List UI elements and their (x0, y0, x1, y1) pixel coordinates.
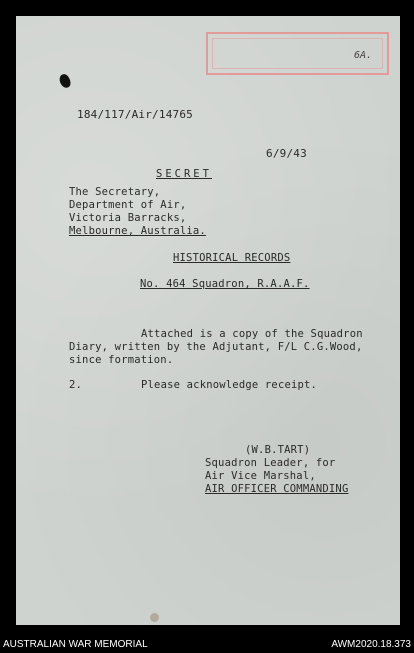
addressee-line: The Secretary, (69, 186, 161, 198)
footer-institution: AUSTRALIAN WAR MEMORIAL (3, 639, 148, 650)
body-line: since formation. (69, 354, 174, 366)
subject-heading: HISTORICAL RECORDS (173, 252, 291, 264)
letter-date: 6/9/43 (266, 147, 307, 160)
footer-accession-number: AWM2020.18.373 (331, 639, 411, 650)
signatory-role: Air Vice Marshal, (205, 470, 316, 482)
signatory-command: AIR OFFICER COMMANDING (205, 483, 349, 495)
body-line: Diary, written by the Adjutant, F/L C.G.Wood, (69, 341, 363, 353)
footer-bar (0, 637, 414, 653)
paper-stain-mark (150, 613, 159, 622)
addressee-line: Victoria Barracks, (69, 212, 187, 224)
paragraph-text: Please acknowledge receipt. (141, 379, 318, 391)
subject-squadron: No. 464 Squadron, R.A.A.F. (140, 278, 310, 290)
addressee-line: Melbourne, Australia. (69, 225, 206, 237)
file-reference: 184/117/Air/14765 (77, 108, 193, 121)
signatory-name: (W.B.TART) (245, 444, 311, 456)
document-page (16, 16, 400, 625)
addressee-line: Department of Air, (69, 199, 187, 211)
signatory-rank: Squadron Leader, for (205, 457, 336, 469)
folio-number: 6A. (354, 50, 373, 61)
paragraph-number: 2. (69, 379, 83, 391)
classification-heading: SECRET (156, 168, 212, 180)
body-line: Attached is a copy of the Squadron (141, 328, 363, 340)
ink-blot-mark (58, 73, 72, 90)
